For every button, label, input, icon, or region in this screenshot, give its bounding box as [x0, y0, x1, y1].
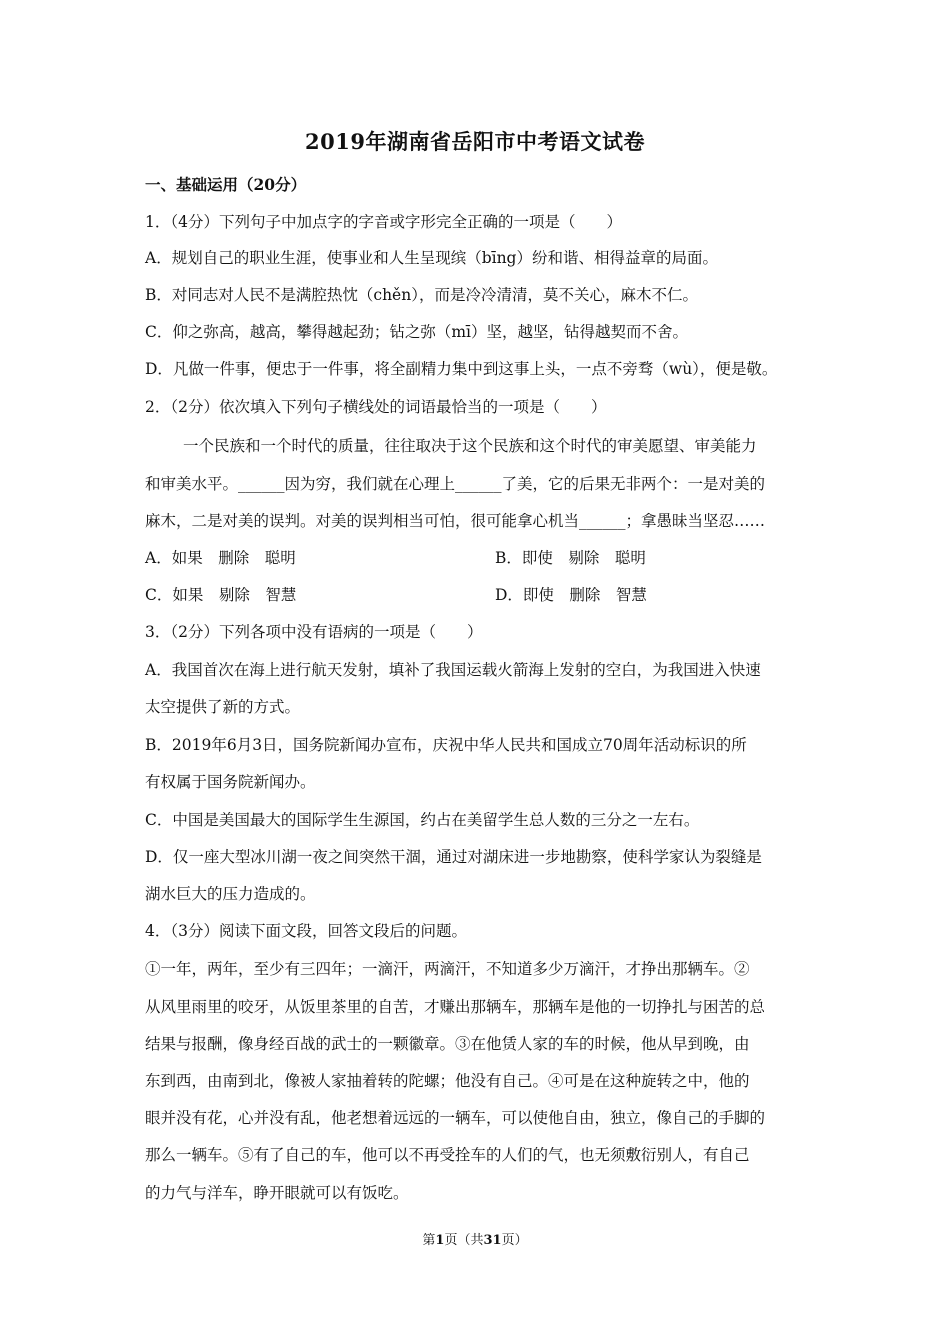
q4-passage-line: 从风里雨里的咬牙，从饭里茶里的自苦，才赚出那辆车，那辆车是他的一切挣扎与困苦的总: [145, 998, 766, 1016]
q2-option-a: A．如果 删除 聪明: [145, 549, 296, 567]
q2-passage-line: 麻木，二是对美的误判。对美的误判相当可怕，很可能拿心机当______；拿愚昧当坚忍……: [145, 512, 766, 530]
q4-passage-line: ①一年，两年，至少有三四年；一滴汗，两滴汗，不知道多少万滴汗，才挣出那辆车。②: [145, 960, 750, 978]
footer-suffix: 页）: [501, 1233, 528, 1248]
q4-passage-line: 东到西，由南到北，像被人家抽着转的陀螺；他没有自己。④可是在这种旋转之中，他的: [145, 1072, 750, 1090]
q1-option-d: D．凡做一件事，便忠于一件事，将全副精力集中到这事上头，一点不旁骛（wù），便是敬。: [145, 360, 778, 378]
q3-stem: 3．（2分）下列各项中没有语病的一项是（ ）: [145, 623, 483, 641]
q2-stem: 2．（2分）依次填入下列句子横线处的词语最恰当的一项是（ ）: [145, 398, 607, 416]
q2-option-c: C．如果 剔除 智慧: [145, 586, 297, 604]
q4-passage-line: 那么一辆车。⑤有了自己的车，他可以不再受拴车的人们的气，也无须敷衍别人，有自己: [145, 1146, 750, 1164]
q3-option-b-cont: 有权属于国务院新闻办。: [145, 773, 316, 791]
q2-passage-line: 和审美水平。______因为穷，我们就在心理上______了美，它的后果无非两个：一是对美的: [145, 475, 766, 493]
q4-passage-line: 结果与报酬，像身经百战的武士的一颗徽章。③在他赁人家的车的时候，他从早到晚，由: [145, 1035, 750, 1053]
page-footer: [0, 1229, 950, 1248]
footer-prefix: 第: [422, 1233, 436, 1248]
footer-page-number: 1: [435, 1233, 445, 1248]
q3-option-a-cont: 太空提供了新的方式。: [145, 698, 301, 716]
q1-option-a: A．规划自己的职业生涯，使事业和人生呈现缤（bīng）纷和谐、相得益章的局面。: [145, 249, 718, 267]
q2-option-d: D．即使 删除 智慧: [495, 586, 647, 604]
footer-middle: 页（共: [444, 1233, 484, 1248]
q3-option-a: A．我国首次在海上进行航天发射，填补了我国运载火箭海上发射的空白，为我国进入快速: [145, 661, 761, 679]
q4-passage-line: 眼并没有花，心并没有乱，他老想着远远的一辆车，可以使他自由，独立，像自己的手脚的: [145, 1109, 766, 1127]
q3-option-d-cont: 湖水巨大的压力造成的。: [145, 885, 316, 903]
q1-option-b: B．对同志对人民不是满腔热忱（chěn），而是冷冷清清，莫不关心，麻木不仁。: [145, 286, 698, 304]
q2-passage-line: 一个民族和一个时代的质量，往往取决于这个民族和这个时代的审美愿望、审美能力: [183, 437, 757, 455]
section-heading: 一、基础运用（20分）: [145, 175, 307, 194]
page-title: 2019年湖南省岳阳市中考语文试卷: [305, 129, 645, 154]
footer-total-pages: 31: [483, 1233, 502, 1248]
q4-passage-line: 的力气与洋车，睁开眼就可以有饭吃。: [145, 1184, 409, 1202]
q1-option-c: C．仰之弥高，越高，攀得越起劲；钻之弥（mī）坚，越坚，钻得越契而不舍。: [145, 323, 689, 341]
q4-stem: 4．（3分）阅读下面文段，回答文段后的问题。: [145, 922, 467, 940]
q3-option-d: D．仅一座大型冰川湖一夜之间突然干涸，通过对湖床进一步地勘察，使科学家认为裂缝是: [145, 848, 762, 866]
q3-option-b: B．2019年6月3日，国务院新闻办宣布，庆祝中华人民共和国成立70周年活动标识的所: [145, 736, 747, 754]
q2-option-b: B．即使 剔除 聪明: [495, 549, 646, 567]
q1-stem: 1．（4分）下列句子中加点字的字音或字形完全正确的一项是（ ）: [145, 213, 622, 231]
q3-option-c: C．中国是美国最大的国际学生生源国，约占在美留学生总人数的三分之一左右。: [145, 811, 700, 829]
